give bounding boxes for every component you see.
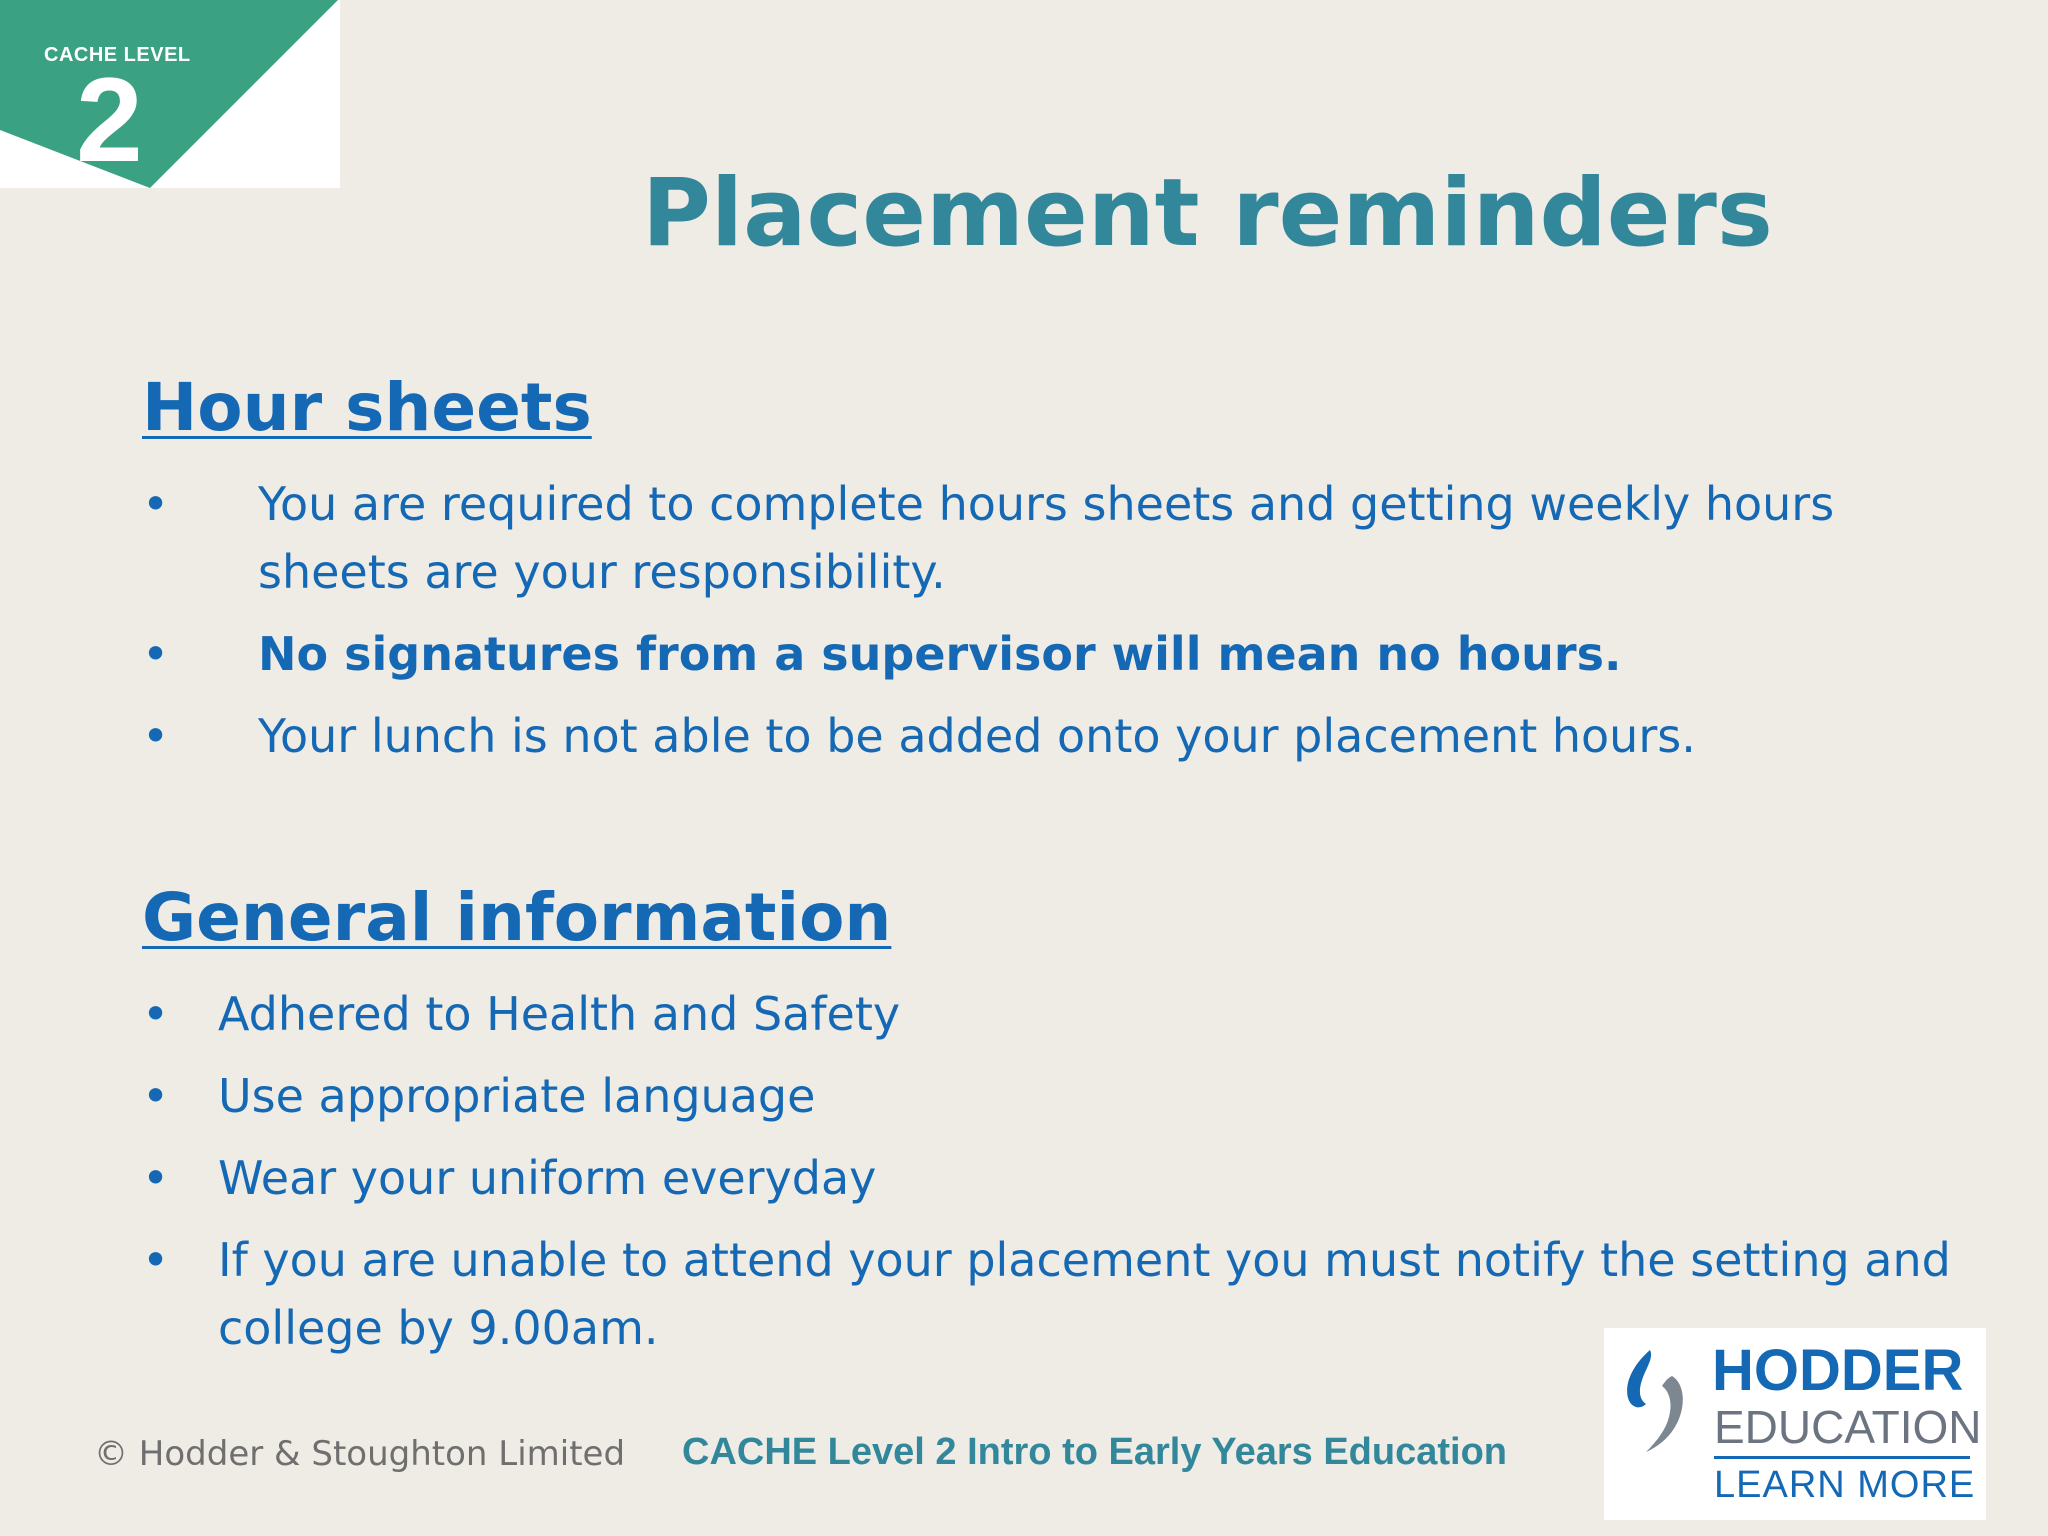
page-title: Placement reminders (642, 159, 1773, 268)
bullet-text: No signatures from a supervisor will mean no hours. (258, 627, 1622, 681)
section-heading-hour-sheets: Hour sheets (142, 369, 592, 446)
cache-level-badge (0, 0, 340, 188)
bullet-text: Your lunch is not able to be added onto your placement hours. (258, 709, 1696, 763)
education-wordmark: EDUCATION (1714, 1401, 1982, 1453)
list-item (142, 1144, 1978, 1212)
hodder-wordmark: HODDER (1712, 1338, 1964, 1403)
hodder-education-logo (1604, 1328, 1986, 1520)
bullet-icon: • (142, 1151, 170, 1205)
badge-level-number: 2 (76, 53, 143, 187)
learn-more-tagline: LEARN MORE (1714, 1464, 1976, 1506)
list-item (142, 620, 1978, 688)
list-item (142, 980, 1978, 1048)
list-item (142, 702, 1978, 770)
list-item (142, 470, 1978, 606)
hodder-swirl-icon (1616, 1342, 1706, 1462)
bullet-text: You are required to complete hours sheets and getting weekly hours sheets are your responsibility. (258, 477, 1835, 599)
bullet-icon: • (142, 1233, 170, 1287)
bullet-icon: • (142, 987, 170, 1041)
badge-label: CACHE LEVEL (44, 44, 191, 66)
bullet-text: Adhered to Health and Safety (218, 987, 901, 1041)
general-information-list (142, 980, 1978, 1362)
copyright-notice: © Hodder & Stoughton Limited (94, 1434, 626, 1474)
bullet-icon: • (142, 1069, 170, 1123)
badge-triangle-shape (0, 0, 340, 188)
bullet-icon: • (142, 477, 170, 531)
list-item (142, 1062, 1978, 1130)
hour-sheets-list (142, 470, 1978, 770)
bullet-text: If you are unable to attend your placement you must notify the setting and college by 9.00am. (218, 1233, 1951, 1355)
course-title-footer: CACHE Level 2 Intro to Early Years Education (682, 1431, 1507, 1473)
bullet-text: Use appropriate language (218, 1069, 816, 1123)
bullet-icon: • (142, 709, 170, 763)
bullet-text: Wear your uniform everyday (218, 1151, 877, 1205)
bullet-icon: • (142, 627, 170, 681)
logo-divider (1714, 1456, 1970, 1459)
section-heading-general-information: General information (142, 879, 892, 956)
